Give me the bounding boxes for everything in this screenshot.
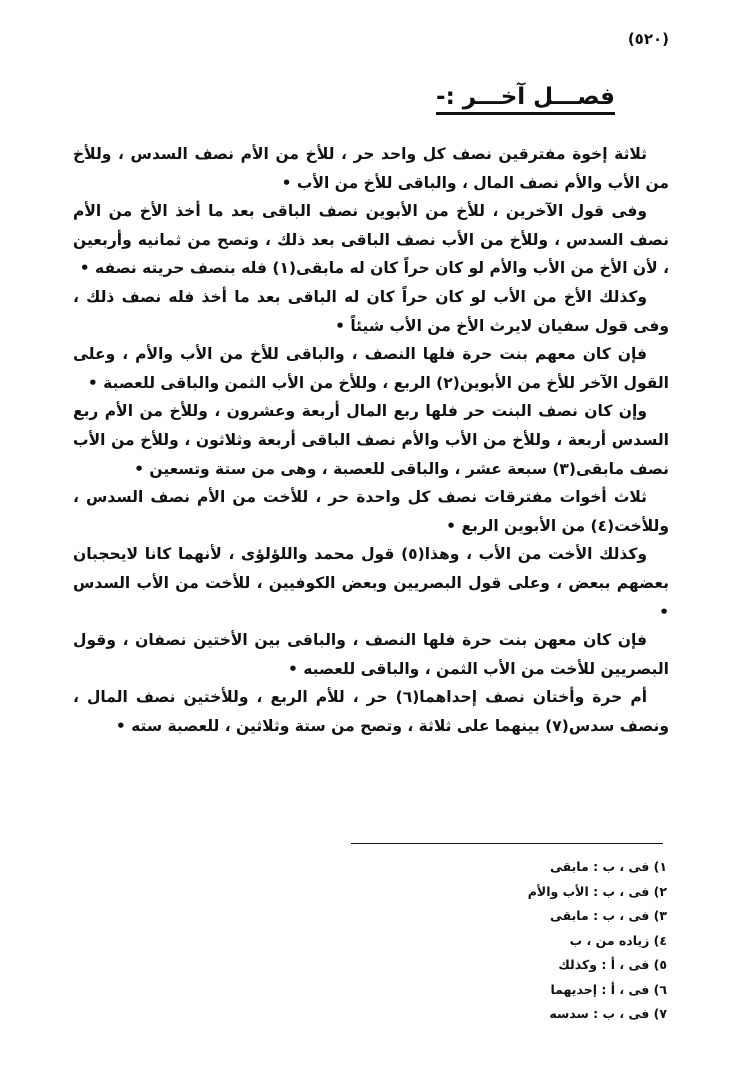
footnotes-list (427, 855, 667, 1027)
paragraph: أم حرة وأختان نصف إحداهما(٦) حر ، للأم الربع ، وللأختين نصف المال ، ونصف سدس(٧) بينهما على ثلاثة ، وتصح من ستة وثلاثين ، للعصبة سته • (73, 688, 669, 735)
section-heading: فصـــل آخـــر :- (436, 84, 615, 115)
footnote: ٦) فى ، أ : إحديهما (550, 981, 667, 997)
footnote: ٧) فى ، ب : سدسه (549, 1006, 667, 1021)
paragraph: ثلاث أخوات مفترقات نصف كل واحدة حر ، للأخت من الأم نصف السدس ، وللأخت(٤) من الأبوين الربع • (73, 488, 669, 535)
footnote: ٣) فى ، ب : مابقى (549, 908, 667, 923)
body-text (73, 140, 669, 740)
paragraph: فإن كان معهن بنت حرة فلها النصف ، والباقى بين الأختين نصفان ، وقول البصريين للأخت من الأب الثمن ، والباقى للعصبه • (73, 631, 669, 678)
footnote-divider (351, 843, 663, 844)
paragraph: ثلاثة إخوة مفترقين نصف كل واحد حر ، للأخ من الأم نصف السدس ، وللأخ من الأب والأم نصف المال ، والباقى للأخ من الأب • (73, 145, 669, 192)
footnote: ٥) فى ، أ : وكذلك (558, 957, 667, 972)
paragraph: وكذلك الأخت من الأب ، وهذا(٥) قول محمد واللؤلؤى ، لأنهما كانا لايحجبان بعضهم ببعض ، وعلى قول البصريين وبعض الكوفيين ، للأخت من الأب السدس • (73, 545, 669, 621)
paragraph: وإن كان نصف البنت حر فلها ربع المال أربعة وعشرون ، وللأخ من الأم ربع السدس أربعة ، وللأخ من الأب والأم نصف الباقى أربعة وثلاثون ، وللأخ من الأب نصف مابقى(٣) سبعة عشر ، والباقى للعصبة ، وهى من ستة وتسعين • (73, 402, 669, 478)
page-number: (٥٢٠) (627, 30, 669, 48)
footnote: ٢) فى ، ب : الأب والأم (527, 883, 667, 899)
paragraph: وكذلك الأخ من الأب لو كان حراً كان له الباقى بعد ما أخذ فله نصف ذلك ، وفى قول سفيان لايرث الأخ من الأب شيئاً • (73, 287, 669, 335)
paragraph: فإن كان معهم بنت حرة فلها النصف ، والباقى للأخ من الأب والأم ، وعلى القول الآخر للأخ من الأبوين(٢) الربع ، وللأخ من الأب الثمن والباقى للعصبة • (73, 345, 669, 392)
paragraph: وفى قول الآخرين ، للأخ من الأبوين نصف الباقى بعد ما أخذ الأخ من الأم نصف السدس ، وللأخ من الأب نصف الباقى بعد ذلك ، وتصح من ثمانيه وأربعين ، لأن الأخ من الأب والأم لو كان حراً كان له مابقى(١) فله بنصف حريته نصفه • (73, 202, 669, 278)
footnote: ٤) زياده من ، ب (569, 932, 667, 948)
footnote: ١) فى ، ب : مابقى (549, 859, 667, 874)
